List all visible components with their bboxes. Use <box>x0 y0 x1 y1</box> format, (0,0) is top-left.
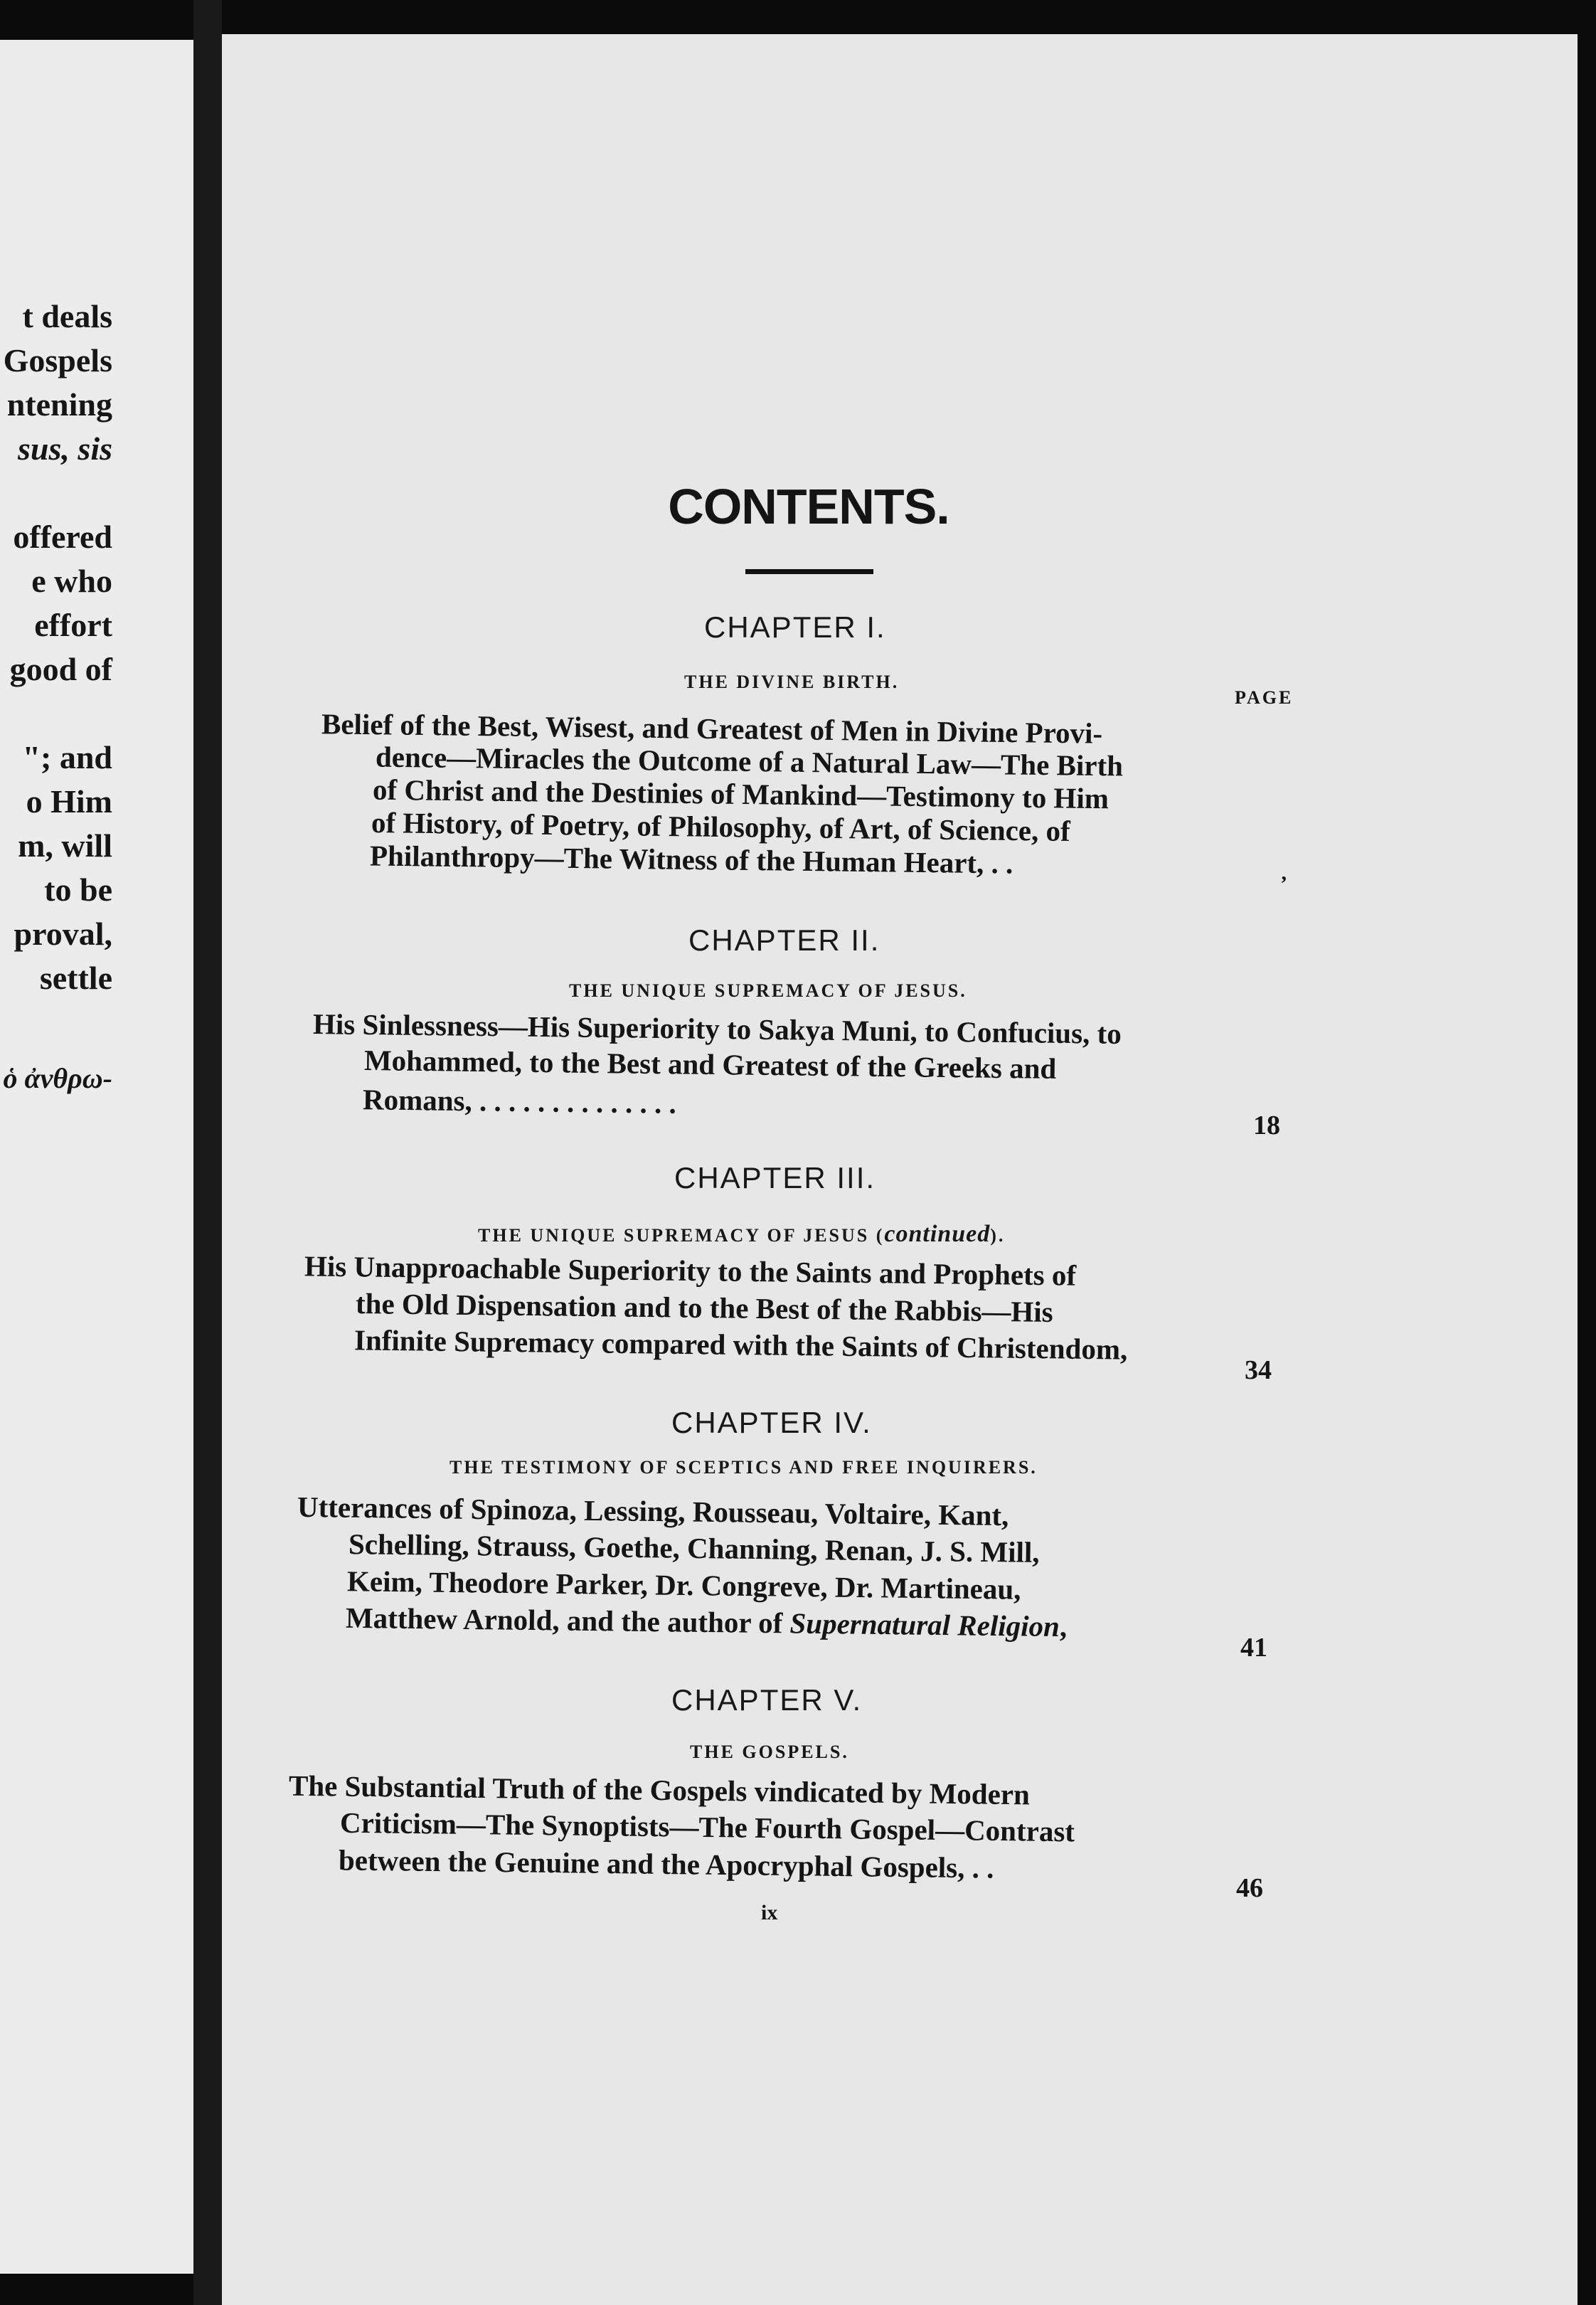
facing-page-fragment: effort <box>34 607 112 643</box>
facing-page-fragment: proval, <box>14 916 112 952</box>
facing-page-fragment: sus, sis <box>18 430 112 467</box>
entry-line: His Unapproachable Superiority to the Saints and Prophets of <box>304 1249 1077 1292</box>
entry-line: Infinite Supremacy compared with the Saints of Christendom, <box>353 1323 1128 1366</box>
facing-page-fragment: Gospels <box>3 342 112 378</box>
chapter-heading: CHAPTER V. <box>671 1683 863 1717</box>
facing-page-fragment: offered <box>13 519 112 555</box>
facing-page-fragment: t deals <box>22 298 112 334</box>
facing-page-fragment: o Him <box>26 783 112 820</box>
stray-mark: ʼ <box>1280 872 1287 896</box>
chapter-subtitle: THE DIVINE BIRTH. <box>684 672 900 692</box>
entry-line: Criticism—The Synoptists—The Fourth Gospel—Contrast <box>339 1806 1075 1848</box>
chapter-subtitle: THE UNIQUE SUPREMACY OF JESUS. <box>569 980 967 1001</box>
entry-line: of History, of Poetry, of Philosophy, of Art, of Science, of <box>371 805 1070 848</box>
page-number: 46 <box>1236 1873 1263 1903</box>
facing-page-fragment: "; and <box>22 739 112 775</box>
facing-page-fragment: settle <box>39 960 112 996</box>
facing-page-fragment: e who <box>31 563 112 599</box>
facing-page-fragment: to be <box>44 871 112 908</box>
page-title: CONTENTS. <box>668 479 949 534</box>
page-number: 34 <box>1245 1355 1272 1385</box>
chapter-subtitle: THE UNIQUE SUPREMACY OF JESUS (continued). <box>478 1221 1006 1247</box>
chapter-subtitle: THE GOSPELS. <box>690 1742 849 1762</box>
entry-line: Keim, Theodore Parker, Dr. Congreve, Dr. Martineau, <box>346 1564 1021 1606</box>
facing-page-fragment: m, will <box>18 827 112 864</box>
entry-line: The Substantial Truth of the Gospels vindicated by Modern <box>288 1769 1031 1811</box>
entry-line: dence—Miracles the Outcome of a Natural Law—The Birth <box>375 740 1124 783</box>
entry-line: Belief of the Best, Wisest, and Greatest of Men in Divine Provi- <box>321 707 1103 750</box>
entry-line: Philanthropy—The Witness of the Human Heart, . . <box>369 839 1014 880</box>
entry-line: the Old Dispensation and to the Best of the Rabbis—His <box>355 1287 1053 1328</box>
contents-page <box>222 34 1578 2305</box>
page-column-header: PAGE <box>1235 687 1294 708</box>
entry-line: of Christ and the Destinies of Mankind—Testimony to Him <box>372 773 1110 815</box>
chapter-heading: CHAPTER II. <box>688 923 881 957</box>
facing-page-fragment: ὁ ἀνθρω- <box>3 1062 112 1094</box>
chapter-heading: CHAPTER III. <box>674 1161 876 1194</box>
entry-line: Utterances of Spinoza, Lessing, Rousseau, Voltaire, Kant, <box>297 1490 1009 1532</box>
entry-line: Schelling, Strauss, Goethe, Channing, Renan, J. S. Mill, <box>348 1527 1040 1569</box>
title-rule <box>745 569 873 574</box>
entry-line: Romans, . . . . . . . . . . . . . . <box>362 1083 677 1120</box>
chapter-heading: CHAPTER IV. <box>671 1406 872 1439</box>
page-number: 41 <box>1240 1633 1267 1663</box>
entry-line: between the Genuine and the Apocryphal Gospels, . . <box>338 1843 994 1885</box>
folio: ix <box>761 1901 778 1924</box>
chapter-subtitle: THE TESTIMONY OF SCEPTICS AND FREE INQUIRERS. <box>449 1457 1038 1478</box>
chapter-heading: CHAPTER I. <box>704 610 886 644</box>
facing-page-fragment: ntening <box>6 386 112 423</box>
book-gutter <box>193 0 222 2305</box>
entry-line: His Sinlessness—His Superiority to Sakya Muni, to Confucius, to <box>312 1007 1122 1050</box>
entry-line: Mohammed, to the Best and Greatest of the Greeks and <box>363 1044 1057 1085</box>
entry-line: Matthew Arnold, and the author of Supernatural Religion, <box>345 1601 1068 1643</box>
page-number: 18 <box>1253 1111 1280 1140</box>
facing-page-fragment: good of <box>9 651 112 687</box>
